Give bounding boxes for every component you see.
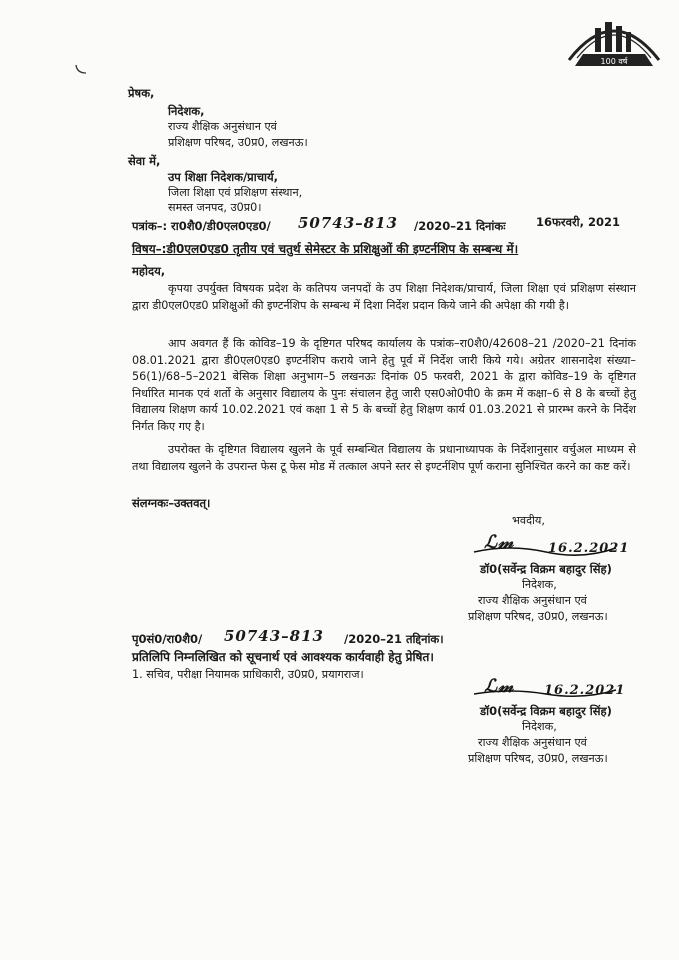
margin-mark-icon — [74, 64, 88, 76]
salutation: महोदय, — [132, 264, 166, 278]
signature2-office-line2: प्रशिक्षण परिषद, उ0प्र0, लखनऊ। — [468, 752, 608, 765]
sender-designation: निदेशक, — [168, 104, 205, 118]
recipient-designation: उप शिक्षा निदेशक/प्राचार्य, — [168, 170, 279, 184]
letter-ref-prefix: पत्रांक–: रा0शै0/डी0एल0एड0/ — [132, 219, 271, 233]
recipient-office-line1: जिला शिक्षा एवं प्रशिक्षण संस्थान, — [168, 186, 303, 199]
signature2-office-line1: राज्य शैक्षिक अनुसंधान एवं — [478, 736, 587, 749]
signature1-name: डॉ0(सर्वेन्द्र विक्रम बहादुर सिंह) — [480, 562, 612, 576]
sender-office-line1: राज्य शैक्षिक अनुसंधान एवं — [168, 120, 277, 133]
signature2-date: 16.2.2021 — [544, 683, 626, 698]
body-paragraph-3: उपरोक्त के दृष्टिगत विद्यालय खुलने के पूर्व सम्बन्धित विद्यालय के प्रधानाध्यापक के निर्देशानुसार वर्चुअल माध्यम से तथा विद्यालय खुलने के उपरान्त फेस टू फेस मोड में तत्काल अपने स्तर से इण्टर्नशिप पूर्ण कराना सुनिश्चित करने का कष्ट करें। — [132, 443, 636, 473]
signature2-designation: निदेशक, — [522, 720, 557, 733]
closing-bhavdiya: भवदीय, — [512, 514, 545, 527]
signature2-name: डॉ0(सर्वेन्द्र विक्रम बहादुर सिंह) — [480, 704, 612, 718]
body-paragraph-1: कृपया उपर्युक्त विषयक प्रदेश के कतिपय जनपदों के उप शिक्षा निदेशक/प्राचार्य, जिला शिक्षा एवं प्रशिक्षण संस्थान द्वारा डी0एल0एड0 प्रशिक्षुओं की इण्टर्नशिप के सम्बन्ध में दिशा निर्देश प्रदान किये जाने की अपेक्षा की गयी है। — [132, 282, 636, 312]
signature1-designation: निदेशक, — [522, 578, 557, 591]
recipient-office-line2: समस्त जनपद, उ0प्र0। — [168, 201, 262, 214]
body-paragraph-2: आप अवगत हैं कि कोविड–19 के दृष्टिगत परिषद कार्यालय के पत्रांक–रा0शै0/42608–21 /2020–21 दिनांक 08.01.2021 द्वारा डी0एल0एड0 इण्टर्नशिप कराये जाने हेतु पूर्व में निर्देश जारी किये गये। अग्रेतर शासनादेश संख्या–56(1)/68–5–2021 बेसिक शिक्षा अनुभाग–5 लखनऊः दिनांक 05 फरवरी, 2021 के द्वारा कोविड–19 के दृष्टिगत निर्धारित मानक एवं शर्तो के अनुसार विद्यालय के पुनः संचालन हेतु जारी एस0ओ0पी0 के क्रम में कक्षा–6 से 8 के बच्चों हेतु विद्यालय शिक्षण कार्य 10.02.2021 एवं कक्षा 1 से 5 के बच्चों हेतु शिक्षण कार्य 01.03.2021 से प्रारम्भ करने के निर्देश निर्गत किए गए है। — [132, 337, 636, 433]
signature1-office-line1: राज्य शैक्षिक अनुसंधान एवं — [478, 594, 587, 607]
copy-heading: प्रतिलिपि निम्नलिखित को सूचनार्थ एवं आवश्यक कार्यवाही हेतु प्रेषित। — [132, 650, 434, 664]
letter-ref-date: 16फरवरी, 2021 — [536, 215, 621, 229]
signature1-date: 16.2.2021 — [548, 541, 630, 556]
signature1-office-line2: प्रशिक्षण परिषद, उ0प्र0, लखनऊ। — [468, 610, 608, 623]
copy-ref-suffix: /2020–21 तद्दिनांक। — [344, 632, 444, 646]
signature1-initials: ℒ𝓂 — [484, 532, 515, 553]
seal-text: 100 वर्ष — [600, 57, 628, 66]
enclosure-line: संलग्नकः–उक्तवत्। — [132, 496, 211, 510]
copy-item-1: 1. सचिव, परीक्षा नियामक प्राधिकारी, उ0प्र0, प्रयागराज। — [132, 668, 364, 681]
sender-label: प्रेषक, — [128, 86, 155, 100]
copy-ref-prefix: पृ0सं0/रा0शै0/ — [132, 632, 203, 646]
sender-office-line2: प्रशिक्षण परिषद, उ0प्र0, लखनऊ। — [168, 136, 308, 149]
recipient-label: सेवा में, — [128, 154, 161, 168]
scert-seal-logo — [565, 6, 663, 76]
letter-ref-year: /2020–21 दिनांकः — [414, 219, 506, 233]
subject-line: विषय–:डी0एल0एड0 तृतीय एवं चतुर्थ सेमेस्टर के प्रशिक्षुओं की इण्टर्नशिप के सम्बन्ध में। — [132, 242, 519, 256]
signature2-initials: ℒ𝓂 — [484, 676, 515, 697]
copy-ref-number-handwritten: 50743–813 — [224, 627, 324, 645]
letter-ref-number-handwritten: 50743–813 — [298, 214, 398, 232]
